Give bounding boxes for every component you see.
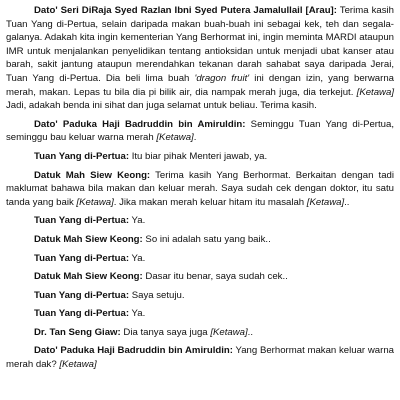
speech-text: Ya. <box>129 252 146 264</box>
remark-text: [Ketawa] <box>156 132 194 144</box>
speech-text: Ya. <box>129 308 146 320</box>
speaker-name: Tuan Yang di-Pertua: <box>34 150 130 162</box>
speech-text: Terima kasih Tuan Yang di-Pertua, selain daripada makan buah-buah ini sebagai kek, teh dan segala-galanya. Adakah kita ingin kementerian Yang Berhormat ini, ingin meminta MARDI ataupun IMR untuk menjalankan penyelidikan tentang antioksidan untuk menjadi ubat kanser atau barah, sakit jantung ataupun merendahkan tekanan darah sahabat saya daripada Jerai, Tuan Yang di-Pertua. Dia beli lima buah <box>6 5 394 84</box>
speaker-name: Tuan Yang di-Pertua: <box>34 215 130 227</box>
speech-text: Seminggu Tuan Yang di-Pertua, seminggu bau keluar warna merah <box>6 118 395 144</box>
speaker-name: Dato' Seri DiRaja Syed Razlan Ibni Syed Putera Jamalullail [Arau]: <box>34 5 337 16</box>
remark-text: [Ketawa] <box>356 86 394 98</box>
transcript-paragraph <box>34 307 394 321</box>
transcript-paragraph <box>34 214 394 228</box>
speech-text: Jadi, adakah benda ini sihat dan juga selamat untuk beliau. Terima kasih. <box>6 100 317 112</box>
speech-text: Dasar itu benar, saya sudah cek.. <box>142 271 288 283</box>
speech-text: So ini adalah satu yang baik.. <box>142 233 271 245</box>
transcript-paragraph <box>34 233 394 247</box>
speaker-name: Dato' Paduka Haji Badruddin bin Amiruldin: <box>34 345 233 357</box>
speaker-name: Tuan Yang di-Pertua: <box>34 289 130 301</box>
speaker-name: Datuk Mah Siew Keong: <box>34 233 143 245</box>
transcript-paragraph <box>6 169 394 210</box>
speech-text: .. <box>247 326 254 338</box>
remark-text: [Ketawa] <box>306 196 345 208</box>
speech-text: Ya. <box>129 215 146 227</box>
speech-text: Terima kasih Yang Berhormat. Berkaitan dengan tadi maklumat bahawa bila makan dan keluar merah. Saya sudah cek dengan doktor, itu satu tanda yang baik <box>6 169 394 208</box>
transcript-paragraph <box>34 150 394 164</box>
speaker-name: Dr. Tan Seng Giaw: <box>34 326 121 338</box>
speech-text: Dia tanya saya juga <box>120 326 211 338</box>
speech-text: . Jika makan merah keluar hitam itu masalah <box>113 196 307 208</box>
speech-text: ini dengan izin, yang berwarna merah, makan. Lepas tu bila dia pi bilik air, dia nampak merah juga, dia terkejut. <box>6 72 395 98</box>
speaker-name: Datuk Mah Siew Keong: <box>34 169 151 181</box>
remark-text: [Ketawa] <box>76 196 114 208</box>
speech-text: .. <box>344 196 350 208</box>
transcript-paragraph <box>6 344 394 371</box>
speaker-name: Tuan Yang di-Pertua: <box>34 252 130 264</box>
remark-text: [Ketawa] <box>210 326 248 338</box>
remark-text: 'dragon fruit' <box>194 72 250 84</box>
transcript-paragraph <box>34 289 394 303</box>
transcript-paragraph <box>34 326 394 340</box>
speech-text: Yang Berhormat makan keluar warna merah dak? <box>6 345 394 371</box>
transcript-paragraph <box>34 252 394 266</box>
speech-text: . <box>193 132 197 144</box>
speech-text: Itu biar pihak Menteri jawab, ya. <box>129 150 268 162</box>
speaker-name: Tuan Yang di-Pertua: <box>34 308 130 320</box>
speech-text: Saya setuju. <box>129 289 185 301</box>
speaker-name: Datuk Mah Siew Keong: <box>34 271 143 283</box>
transcript-paragraph <box>6 4 394 113</box>
speaker-name: Dato' Paduka Haji Badruddin bin Amiruldin: <box>34 118 246 130</box>
transcript-paragraph <box>6 118 394 145</box>
transcript-paragraph <box>34 270 394 284</box>
remark-text: [Ketawa] <box>59 359 97 371</box>
